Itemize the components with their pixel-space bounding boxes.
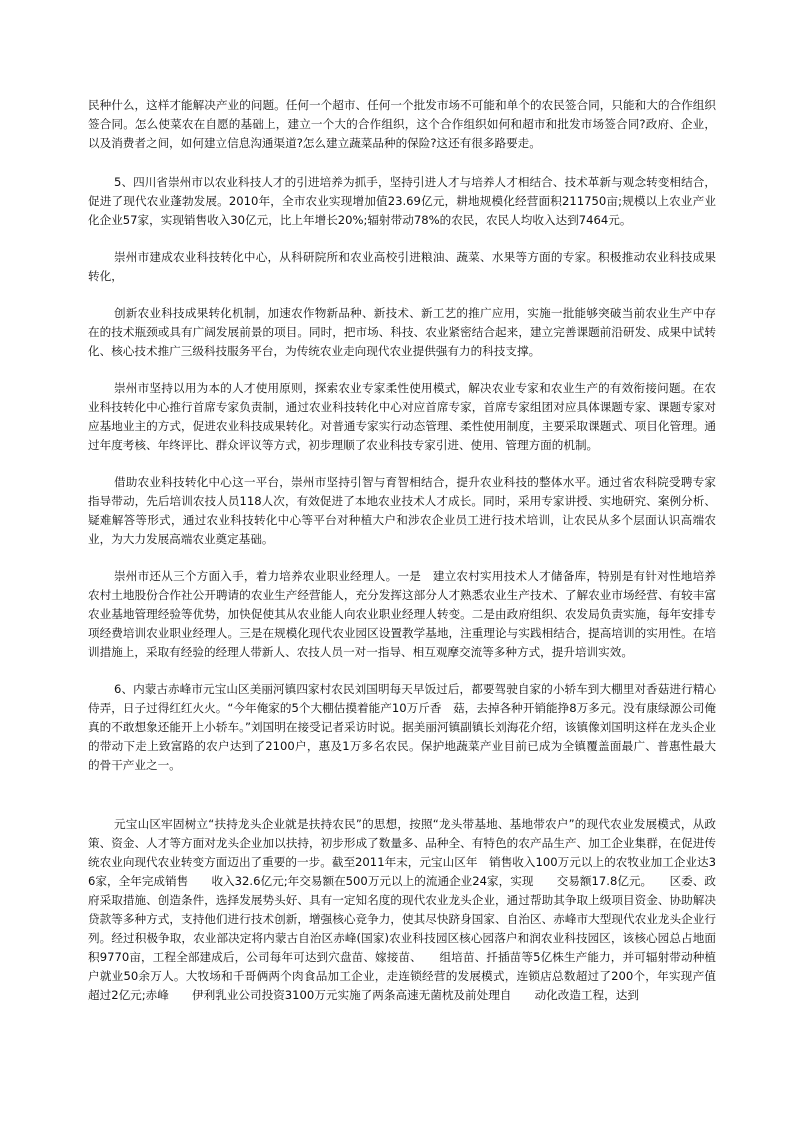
paragraph-spacer (88, 153, 716, 173)
paragraph-chongzhou-intro: 5、四川省崇州市以农业科技人才的引进培养为抓手，坚持引进人才与培养人才相结合、技术革新与观念转变相结合，促进了现代农业蓬勃发展。2010年，全市农业实现增加值23.69亿元，耕地规模化经营面积211750亩;规模以上农业产业化企业57家，实现销售收入30亿元，比上年增长20%;辐射带动78%的农民，农民人均收入达到7464元。 (88, 175, 716, 227)
paragraph-platform-training: 借助农业科技转化中心这一平台，崇州市坚持引智与育智相结合，提升农业科技的整体水平。通过省农科院受聘专家指导带动，先后培训农技人员118人次，有效促进了本地农业技术人才成长。同时，采用专家讲授、实地研究、案例分析、疑难解答等形式，通过农业科技转化中心等平台对种植大户和涉农企业员工进行技术培训，让农民从多个层面认识高端农业，为大力发展高端农业奠定基础。 (88, 475, 716, 546)
paragraph-spacer (88, 662, 716, 680)
paragraph-tech-transfer-center: 崇州市建成农业科技转化中心，从科研院所和农业高校引进粮油、蔬菜、水果等方面的专家。积极推动农业科技成果转化， (88, 250, 716, 283)
paragraph-spacer (88, 455, 716, 473)
paragraph-spacer (88, 286, 716, 304)
paragraph-innovation-mechanism: 创新农业科技成果转化机制，加速农作物新品种、新技术、新工艺的推广应用，实施一批能够突破当前农业生产中存在的技术瓶颈或具有广阔发展前景的项目。同时，把市场、科技、农业紧密结合起来，建立完善课题前沿研发、成果中试转化、核心技术推广三级科技服务平台，为传统农业走向现代农业提供强有力的科技支撑。 (88, 306, 716, 358)
paragraph-vegetable-cooperative: 民种什么，这样才能解决产业的问题。任何一个超市、任何一个批发市场不可能和单个的农民签合同，只能和大的合作组织签合同。怎么使菜农在自愿的基础上，建立一个大的合作组织，这个合作组织如何和超市和批发市场签合同?政府、企业，以及消费者之间，如何建立信息沟通渠道?怎么建立蔬菜品种的保险?这还有很多路要走。 (88, 98, 716, 150)
paragraph-chifeng-farmer: 6、内蒙古赤峰市元宝山区美丽河镇四家村农民刘国明每天早饭过后，都要驾驶自家的小轿车到大棚里对香菇进行精心侍弄，日子过得红红火火。“今年俺家的5个大棚估摸着能产10万斤香 菇，去掉各种开销能挣8万多元。没有康绿源公司俺真的不敢想象还能开上小轿车。”刘国明在接受记者采访时说。据美丽河镇副镇长刘海花介绍，该镇像刘国明这样在龙头企业的带动下走上致富路的农户达到了2100户，惠及1万多名农民。保护地蔬菜产业目前已成为全镇覆盖面最广、普惠性最大的骨干产业之一。 (88, 682, 716, 772)
paragraph-yuanbaoshan-enterprises: 元宝山区牢固树立“扶持龙头企业就是扶持农民”的思想，按照“龙头带基地、基地带农户”的现代农业发展模式，从政策、资金、人才等方面对龙头企业加以扶持，初步形成了数量多、品种全、有特色的农产品生产、加工企业集群，在促进传统农业向现代农业转变方面迈出了重要的一步。截至2011年末，元宝山区年 销售收入100万元以上的农牧业加工企业达36家，全年完成销售 收入32.6亿元;年交易额在500万元以上的流通企业24家，实现 交易额17.8亿元。 区委、政府采取措施、创造条件，选择发展势头好、具有一定知名度的现代农业龙头企业，通过帮助其争取上级项目资金、协助解决贷款等多种方式，支持他们进行技术创新，增强核心竞争力，使其尽快跻身国家、自治区、赤峰市大型现代农业龙头企业行列。经过积极争取，农业部决定将内蒙古自治区赤峰(国家)农业科技园区核心园落户和润农业科技园区，该核心园总占地面积9770亩，工程全部建成后，公司每年可达到穴盘苗、嫁接苗、 组培苗、扦插苗等5亿株生产能力，并可辐射带动种植户就业50余万人。大牧场和千哥俩两个肉食品加工企业，走连锁经营的发展模式，连锁店总数超过了200个，年实现产值超过2亿元;赤峰 伊利乳业公司投资3100万元实施了两条高速无菌枕及前处理自 动化改造工程，达到 (88, 817, 716, 1002)
paragraph-spacer (88, 549, 716, 567)
paragraph-talent-usage: 崇州市坚持以用为本的人才使用原则，探索农业专家柔性使用模式，解决农业专家和农业生产的有效衔接问题。在农业科技转化中心推行首席专家负责制，通过农业科技转化中心对应首席专家，首席专家组团对应具体课题专家、课题专家对应基地业主的方式，促进农业科技成果转化。对普通专家实行动态管理、柔性使用制度，主要采取课题式、项目化管理。通过年度考核、年终评比、群众评议等方式，初步理顺了农业科技专家引进、使用、管理方面的机制。 (88, 381, 716, 452)
paragraph-spacer (88, 775, 716, 815)
document-page (88, 96, 716, 1005)
paragraph-spacer (88, 230, 716, 248)
paragraph-professional-managers: 崇州市还从三个方面入手，着力培养农业职业经理人。一是 建立农村实用技术人才储备库，特别是有针对性地培养农村土地股份合作社公开聘请的农业生产经营能人，充分发挥这部分人才熟悉农业生产技术、了解农业市场经营、有较丰富农业基地管理经验等优势，加快促使其从农业能人向农业职业经理人转变。二是由政府组织、农发局负责实施，每年安排专项经费培训农业职业经理人。三是在规模化现代农业园区设置教学基地，注重理论与实践相结合，提高培训的实用性。在培训措施上，采取有经验的经理人带新人、农技人员一对一指导、相互观摩交流等多种方式，提升培训实效。 (88, 569, 716, 659)
paragraph-spacer (88, 361, 716, 379)
